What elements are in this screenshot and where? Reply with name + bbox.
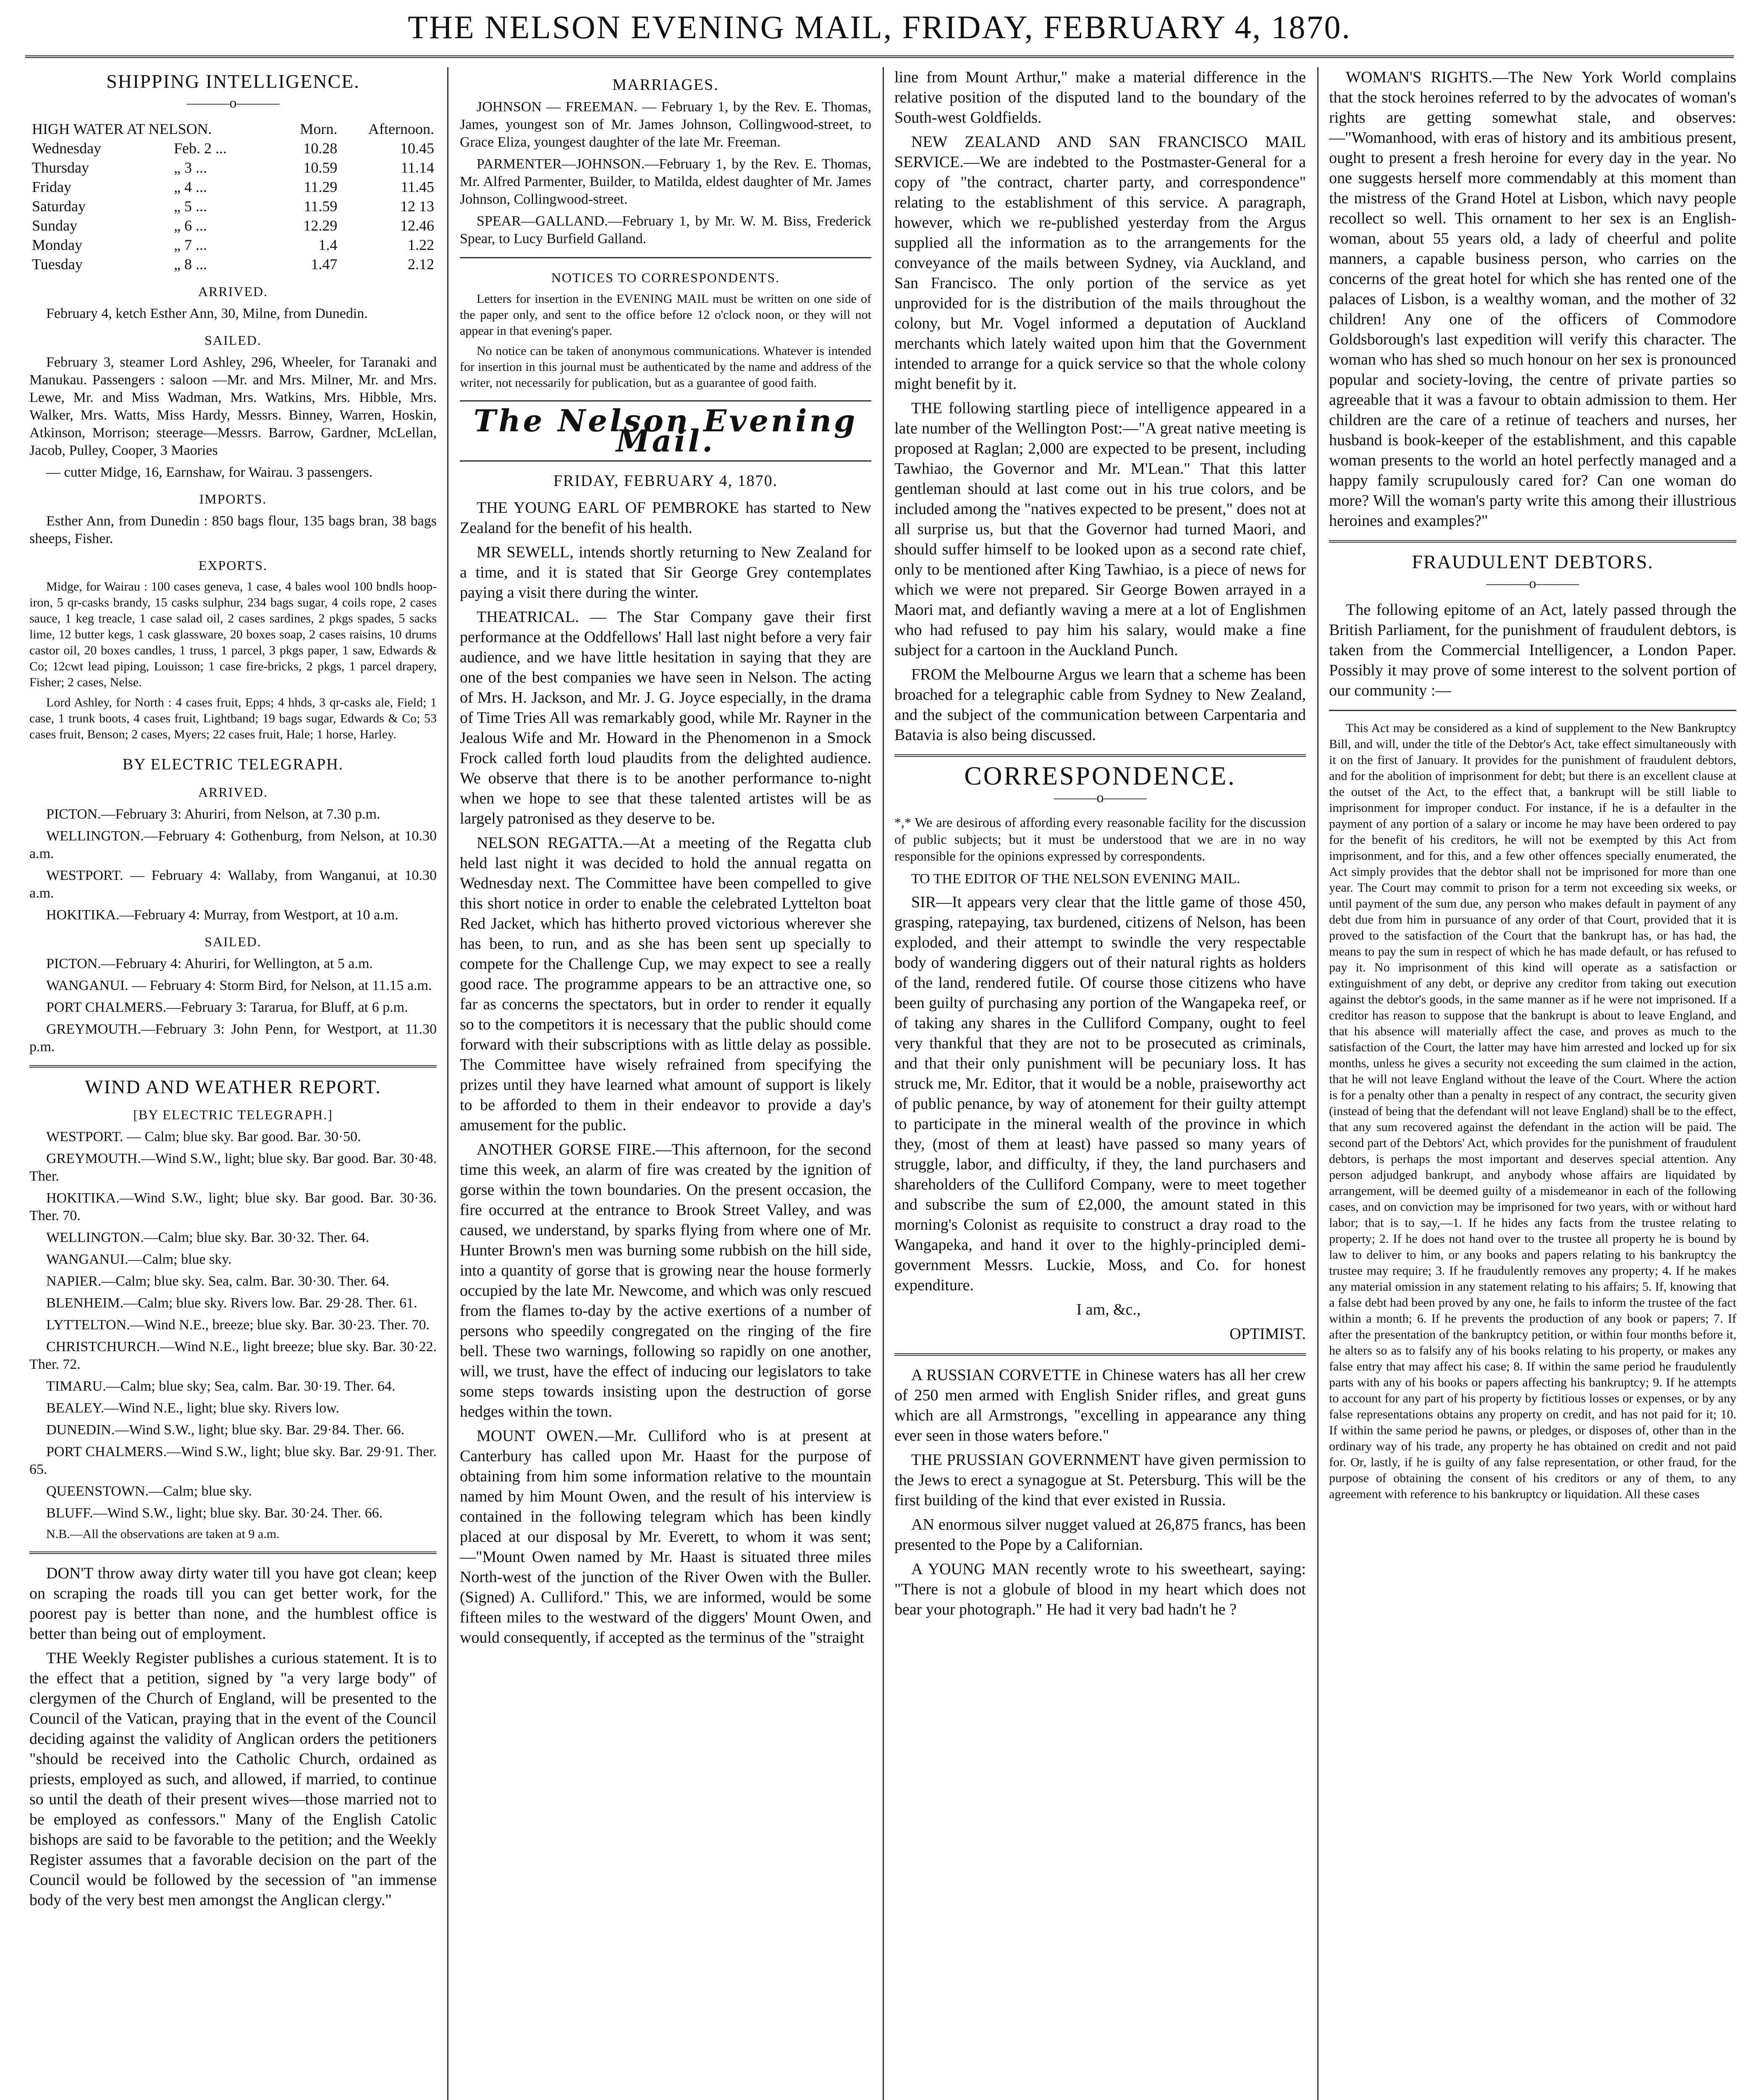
paragraph: FROM the Melbourne Argus we learn that a scheme has been broached for a telegraphic cable from Sydney to New Zealand, and the subject of the communication between Carpentaria and Batavia is also being discussed. xyxy=(894,666,1306,744)
tide-day: Wednesday xyxy=(32,140,102,157)
telegraph-sailed-header: SAILED. xyxy=(204,934,262,949)
paragraph: MR SEWELL, intends shortly returning to New Zealand for a time, and it is stated that Sir George Grey contemplates paying a visit there during the winter. xyxy=(460,543,871,601)
tide-afternoon: 11.45 xyxy=(401,178,434,195)
tide-row xyxy=(29,216,437,235)
weather-line: DUNEDIN.—Wind S.W., light; blue sky. Bar. 29·84. Ther. 66. xyxy=(46,1422,404,1438)
weather-line: WANGANUI.—Calm; blue sky. xyxy=(46,1252,232,1267)
tide-afternoon: 12.46 xyxy=(400,217,434,234)
correspondence-note: *,* We are desirous of affording every reasonable facility for the discussion of public subjects; but it must be understood that we are in no way responsible for the opinions expressed by correspondents. xyxy=(894,815,1306,864)
telegraph-sailed: PORT CHALMERS.—February 3: Tararua, for Bluff, at 6 p.m. xyxy=(46,1000,408,1015)
nameplate: The Nelson Evening Mail. xyxy=(473,403,858,459)
section-rule xyxy=(460,400,871,402)
sailed-text: — cutter Midge, 16, Earnshaw, for Wairau. 3 passengers. xyxy=(46,465,373,480)
weather-line: BLUFF.—Wind S.W., light; blue sky. Bar. 30·24. Ther. 66. xyxy=(46,1505,383,1521)
paragraph: ANOTHER GORSE FIRE.—This afternoon, for the second time this week, an alarm of fire was created by the ignition of gorse within the town boundaries. On the present occasion, the fire occurred at the entrance to Brook Street Valley, and was caused, we understand, by sparks flying from where one of Mr. Hunter Brown's men was burning some rubbish on the hill side, into a quantity of gorse that is growing near the house formerly occupied by the late Mr. Newcome, and which was only rescued from the flames to-day by the active exertions of a number of persons who speedily congregated on the ringing of the fire bell. These two warnings, following so rapidly on one another, will, we trust, have the effect of inducing our legislators to take some steps towards insisting upon the destruction of gorse hedges within the town. xyxy=(460,1141,871,1420)
exports-text: Midge, for Wairau : 100 cases geneva, 1 case, 4 bales wool 100 bndls hoop-iron, 5 qr-casks brandy, 15 casks sulphur, 234 bags sugar, 4 coils rope, 2 cases sauce, 1 keg treacle, 1 case salad oil, 2 cases sardines, 2 pkgs spades, 5 sacks lime, 12 butter kegs, 1 cask glassware, 20 boxes soap, 2 cases raisins, 10 drums castor oil, 20 boxes candles, 1 truss, 1 parcel, 3 pkgs paper, 1 saw, Edwards & Co; 12cwt lead piping, Louisson; 1 case fire-bricks, 2 pkgs, 1 parcel drapery, Fisher; 2 cases, Nelse. xyxy=(29,580,437,689)
section-rule xyxy=(29,1065,437,1068)
tide-date: „ 6 ... xyxy=(174,217,207,234)
tide-morning: 12.29 xyxy=(303,217,338,234)
sailed-text: February 3, steamer Lord Ashley, 296, Wheeler, for Taranaki and Manukau. Passengers : saloon —Mr. and Mrs. Milner, Mr. and Mrs. Lewe, Mr. and Miss Wadman, Mrs. Watkins, Mrs. Hibble, Mrs. Walker, Mrs. Watts, Miss Hardy, Messrs. Binney, Warren, Hoskin, Atkinson, Morrison; steerage—Messrs. Barrow, Gardner, McLellan, Jacob, Pulley, Cooper, 3 Maories xyxy=(29,354,437,458)
section-rule xyxy=(1329,540,1736,543)
weather-line: BLENHEIM.—Calm; blue sky. Rivers low. Bar. 29·28. Ther. 61. xyxy=(46,1295,417,1311)
tide-day: Thursday xyxy=(32,159,89,176)
tide-date: „ 8 ... xyxy=(174,256,207,273)
weather-line: WELLINGTON.—Calm; blue sky. Bar. 30·32. Ther. 64. xyxy=(46,1230,369,1245)
tide-afternoon: 11.14 xyxy=(401,159,434,176)
correspondence-header: CORRESPONDENCE. xyxy=(964,762,1236,790)
arrived-text: February 4, ketch Esther Ann, 30, Milne, from Dunedin. xyxy=(46,306,368,321)
notices-header: NOTICES TO CORRESPONDENTS. xyxy=(551,270,780,285)
masthead: THE NELSON EVENING MAIL, FRIDAY, FEBRUARY 4, 1870. xyxy=(408,9,1351,45)
paragraph: line from Mount Arthur," make a material difference in the relative position of the disputed land to the boundary of the South-west Goldfields. xyxy=(894,68,1306,126)
paragraph: AN enormous silver nugget valued at 26,875 francs, has been presented to the Pope by a Californian. xyxy=(894,1516,1306,1554)
weather-line: NAPIER.—Calm; blue sky. Sea, calm. Bar. 30·30. Ther. 64. xyxy=(46,1273,389,1289)
tide-row xyxy=(29,177,437,197)
tide-afternoon: 2.12 xyxy=(408,256,434,273)
tide-morning: 1.4 xyxy=(318,236,338,253)
tide-morning: 1.47 xyxy=(311,256,338,273)
telegraph-header: BY ELECTRIC TELEGRAPH. xyxy=(122,756,344,773)
ornament: ———o——— xyxy=(1486,576,1579,591)
tide-day: Saturday xyxy=(32,198,86,215)
paragraph: THE YOUNG EARL OF PEMBROKE has started to New Zealand for the benefit of his health. xyxy=(460,499,871,537)
tide-date: „ 5 ... xyxy=(174,198,207,215)
notice-text: Letters for insertion in the EVENING MAIL must be written on one side of the paper only, and sent to the office before 12 o'clock noon, or they will not appear in that evening's paper. xyxy=(460,292,871,338)
signoff: I am, &c., xyxy=(1076,1301,1141,1318)
section-rule xyxy=(1329,710,1736,711)
tide-afternoon: 10.45 xyxy=(400,140,434,157)
correspondence-to: TO THE EDITOR OF THE NELSON EVENING MAIL. xyxy=(911,871,1240,887)
weather-note: N.B.—All the observations are taken at 9 a.m. xyxy=(46,1527,280,1541)
tide-row xyxy=(29,255,437,274)
tide-row xyxy=(29,197,437,216)
tide-col-label: Afternoon. xyxy=(368,121,434,137)
column-divider xyxy=(1317,67,1319,2100)
imports-text: Esther Ann, from Dunedin : 850 bags flour, 135 bags bran, 38 bags sheeps, Fisher. xyxy=(29,513,437,546)
marriage-notice: JOHNSON — FREEMAN. — February 1, by the Rev. E. Thomas, James, youngest son of Mr. James Johnson, Collingwood-street, to Grace Eliza, youngest daughter of the late Mr. Freeman. xyxy=(460,99,871,150)
weather-line: HOKITIKA.—Wind S.W., light; blue sky. Bar good. Bar. 30·36. Ther. 70. xyxy=(29,1190,437,1223)
tide-day: Tuesday xyxy=(32,256,83,273)
paragraph: THE PRUSSIAN GOVERNMENT have given permission to the Jews to erect a synagogue at St. Petersburg. This will be the first building of the kind that ever existed in Russia. xyxy=(894,1451,1306,1509)
ornament: ———o——— xyxy=(186,95,280,111)
tide-col-label: Morn. xyxy=(300,121,338,137)
telegraph-arrived: PICTON.—February 3: Ahuriri, from Nelson, at 7.30 p.m. xyxy=(46,806,380,822)
tide-row xyxy=(29,235,437,255)
masthead-rule xyxy=(25,55,1734,58)
tide-table xyxy=(29,119,437,274)
signature: OPTIMIST. xyxy=(1229,1325,1306,1343)
paragraph: WOMAN'S RIGHTS.—The New York World complains that the stock heroines referred to by the advocates of woman's rights are getting somewhat stale, and observes:—"Womanhood, with eras of history and its ambitious present, ought to present a fresh heroine for every day in the year. No one suggests herself more commendably at this moment than the mistress of the Grand Hotel at Lisbon, which navy people recollect so well. This ornament to her sex is an English-woman, about 55 years old, a lady of cheerful and polite manners, a capable business person, who carries on the concerns of the great hotel for which she has rented one of the palaces of Lisbon, is a wealthy woman, and the mother of 32 children! Any one of the officers of Commodore Goldsborough's last expedition will verify this character. The woman who has shed so much honour on her sex is pronounced popular and society-loving, the centre of private parties so agreeable that it was a favour to obtain admission to them. Her children are the care of a retinue of teachers and nurses, her husband is book-keeper of the establishment, and this capable woman presents to the world an hotel perfectly managed and a happy family scrupulously cared for? Can one woman do more? Will the woman's party write this among their illustrious heroines and examples?" xyxy=(1329,68,1736,530)
dateline: FRIDAY, FEBRUARY 4, 1870. xyxy=(553,472,778,490)
tide-morning: 11.29 xyxy=(304,178,338,195)
weather-line: LYTTELTON.—Wind N.E., breeze; blue sky. Bar. 30·23. Ther. 70. xyxy=(46,1317,430,1333)
marriages-header: MARRIAGES. xyxy=(612,76,719,94)
telegraph-arrived: WELLINGTON.—February 4: Gothenburg, from Nelson, at 10.30 a.m. xyxy=(29,828,437,861)
tide-morning: 10.59 xyxy=(303,159,338,176)
section-rule xyxy=(894,1353,1306,1356)
paragraph: THE following startling piece of intelligence appeared in a late number of the Wellington Post:—"A great native meeting is proposed at Raglan; 2,000 are expected to be present, including Tawhiao, the Governor and Mr. M'Lean." That this latter gentleman should at last come out in his true colors, and be included among the "natives expected to be present," does not at all surprise us, but that the Governor had turned Maori, and should suffer himself to be looked upon as a second rate chief, only to be mentioned after King Tawhiao, is a piece of news for which we were not prepared. Sir George Bowen arrayed in a Maori mat, and defiantly waving a mere at a lot of Englishmen who had refused to pay him his salary, would make a fine subject for a cartoon in the Auckland Punch. xyxy=(894,399,1306,659)
weather-line: QUEENSTOWN.—Calm; blue sky. xyxy=(46,1483,252,1499)
marriage-notice: SPEAR—GALLAND.—February 1, by Mr. W. M. Biss, Frederick Spear, to Lucy Burfield Galland. xyxy=(460,213,871,247)
fraud-body: This Act may be considered as a kind of supplement to the New Bankruptcy Bill, and will, under the title of the Debtor's Act, take effect simultaneously with it on the first of January. It provides for the punishment of fraudulent debtors, and for the abolition of imprisonment for debt; but there is an excellent clause at the outset of the Act, to the effect that, a bankrupt will be still liable to imprisonment for improper conduct. For instance, if he is a defaulter in the payment of any portion of a salary or income he may have been ordered to pay for the benefit of his creditors, he will not be exempted by this Act from imprisonment, and for this, and a few other offences specially enumerated, the Act simply provides that the debtor shall not be imprisoned for more than one year. The Court may commit to prison for a term not exceeding six weeks, or until payment of the sum due, any person who makes default in payment of any debt due from him in pursuance of any order of that Court, provided that it is proved to the satisfaction of the Court that the bankrupt has, or has had, the means to pay the sum in respect of which he has made default, or has refused to pay it. No imprisonment of this kind will operate as a satisfaction or extinguishment of any debt, or deprive any creditor from taking out execution against the debtor's goods, in the same manner as if he were not imprisoned. If a creditor has reason to suppose that the bankrupt is about to leave England, and that his absence will materially affect the case, and proves as much to the satisfaction of the Court, the latter may have him arrested and locked up for six months, unless he gives a security not exceeding the sum claimed in the action, that he will not leave England without the leave of the Court. Where the action is for a penalty other than a penalty in respect of any contract, the security given (instead of being that the defendant will not leave England) shall be to the effect, that any sum recovered against the defendant in the action will be paid. The second part of the Debtors' Act, which provides for the punishment of fraudulent debtors, is perhaps the most important and deserves special attention. Any person adjudged bankrupt, and anybody whose affairs are liquidated by arrangement, will be deemed guilty of a misdemeanor in each of the following cases, and on conviction may be imprisoned for two years, with or without hard labor; that is to say,—1. If he hides any facts from the trustee relating to property; 2. If he does not hand over to the trustee all property he is bound by law to deliver to him, or any books and papers relating to his bankruptcy the trustee may require; 3. If he fraudulently removes any property; 4. If he makes any material omission in any statement relating to his affairs; 5. If, knowing that a false debt had been proved by any one, he fails to inform the trustee of the fact within a month; 6. If he prevents the production of any book or papers; 7. If after the presentation of the bankruptcy petition, or within four months before it, he alters so as to falsify any of his books relating to his property, or makes any false entry that may affect his case; 8. If within the same period he fraudulently parts with any of his books or papers affecting his bankruptcy; 9. If he attempts to account for any part of his property by fictitious losses or expenses, or by any false representations obtains any property on credit, and has not paid for it; 10. If within the same period he pawns, or pledges, or disposes of, other than in the ordinary way of his trade, any property he has obtained on credit and not paid for. Or, lastly, if he is guilty of any false representation, or other fraud, for the purpose of obtaining the consent of his creditors or any of them, to any agreement with reference to his bankruptcy or liquidation. All these cases xyxy=(1329,721,1736,1501)
tide-day: Friday xyxy=(32,178,71,195)
weather-line: PORT CHALMERS.—Wind S.W., light; blue sky. Bar. 29·91. Ther. 65. xyxy=(29,1444,437,1477)
arrived-header: ARRIVED. xyxy=(198,284,268,299)
weather-header: WIND AND WEATHER REPORT. xyxy=(85,1076,381,1097)
telegraph-arrived: HOKITIKA.—February 4: Murray, from Westport, at 10 a.m. xyxy=(46,907,398,923)
exports-text: Lord Ashley, for North : 4 cases fruit, Epps; 4 hhds, 3 qr-casks ale, Field; 1 case, 1 trunk boots, 4 cases fruit, Lightband; 19 bags sugar, Edwards & Co; 53 cases fruit, Benson; 2 cases, Myers; 22 cases fruit, Hale; 1 horse, Harley. xyxy=(29,696,437,741)
exports-header: EXPORTS. xyxy=(198,558,268,573)
tide-afternoon: 12 13 xyxy=(400,198,434,215)
tide-row xyxy=(29,139,437,158)
imports-header: IMPORTS. xyxy=(199,491,267,507)
weather-line: GREYMOUTH.—Wind S.W., light; blue sky. Bar good. Bar. 30·48. Ther. xyxy=(29,1151,437,1184)
shipping-header: SHIPPING INTELLIGENCE. xyxy=(106,71,360,92)
telegraph-sailed: WANGANUI. — February 4: Storm Bird, for Nelson, at 11.15 a.m. xyxy=(46,978,432,993)
tide-date: „ 3 ... xyxy=(174,159,207,176)
weather-subheader: [BY ELECTRIC TELEGRAPH.] xyxy=(133,1107,333,1122)
telegraph-sailed: PICTON.—February 4: Ahuriri, for Wellington, at 5 a.m. xyxy=(46,956,373,971)
column-divider xyxy=(447,67,448,2100)
tide-date: „ 7 ... xyxy=(174,236,207,253)
column-4 xyxy=(1329,67,1736,2100)
section-rule xyxy=(29,1551,437,1554)
telegraph-arrived: WESTPORT. — February 4: Wallaby, from Wanganui, at 10.30 a.m. xyxy=(29,868,437,901)
paragraph: THE Weekly Register publishes a curious statement. It is to the effect that a petition, signed by "a very large body" of clergymen of the Church of England, will be presented to the Council of the Vatican, praying that in the event of the Council deciding against the validity of Anglican orders the petitioners "should be received into the Catholic Church, ordained as priests, employed as such, and allowed, if married, to continue so until the death of their present wives—those married not to be employed as confessors." Many of the English Catolic bishops are said to be favorable to the petition; and the Weekly Register assumes that a favorable decision on the part of the Council would be followed by the secession of "an immense body of the very best men amongst the Anglican clergy." xyxy=(29,1649,437,1909)
paragraph: NEW ZEALAND AND SAN FRANCISCO MAIL SERVICE.—We are indebted to the Postmaster-General for a copy of "the contract, charter party, and correspondence" relating to the establishment of this service. A paragraph, however, which we re-published yesterday from the Argus supplied all the information as to the arrangements for the conveyance of the mails between Sydney, via Auckland, and San Francisco. The only portion of the service as yet unprovided for is the distribution of the mails throughout the colony, but Mr. Vogel informed a deputation of Auckland merchants which lately waited upon him that the Government intended to arrange for a quick service so that the whole colony might benefit by it. xyxy=(894,133,1306,393)
telegraph-arrived-header: ARRIVED. xyxy=(198,785,268,800)
paragraph: A RUSSIAN CORVETTE in Chinese waters has all her crew of 250 men armed with English Snider rifles, and great guns which are all Armstrongs, "excelling in appearance any thing ever seen in those waters before." xyxy=(894,1366,1306,1444)
paragraph: MOUNT OWEN.—Mr. Culliford who is at present at Canterbury has called upon Mr. Haast for the purpose of obtaining from him some information relative to the mountain named by him Mount Owen, and the result of his interview is contained in the following telegram which has been kindly placed at our disposal by Mr. Everett, to whom it was sent;—"Mount Owen named by Mr. Haast is situated three miles North-west of the junction of the River Owen with the Buller. (Signed) A. Culliford." This, we are informed, would be some fifteen miles to the westward of the diggers' Mount Owen, and would consequently, if accepted as the terminus of the "straight xyxy=(460,1427,871,1646)
tide-afternoon: 1.22 xyxy=(408,236,434,253)
paragraph: A YOUNG MAN recently wrote to his sweetheart, saying: "There is not a globule of blood in my heart which does not bear your photograph." He had it very bad hadn't he ? xyxy=(894,1560,1306,1618)
notice-text: No notice can be taken of anonymous communications. Whatever is intended for insertion in this journal must be authenticated by the name and address of the writer, not necessarily for publication, but as a guarantee of good faith. xyxy=(460,344,871,390)
weather-line: BEALEY.—Wind N.E., light; blue sky. Rivers low. xyxy=(46,1400,340,1416)
tide-day: Sunday xyxy=(32,217,77,234)
correspondence-body: SIR—It appears very clear that the little game of those 450, grasping, ratepaying, tax burdened, citizens of Nelson, has been exploded, and their attempt to swindle the very respectable body of wandering diggers out of their natural rights as holders of the land, rendered futile. Of course those citizens who have been guilty of purchasing any portion of the Wangapeka reef, or of taking any shares in the Culliford Company, ought to feel very thankful that they are not to be prosecuted as criminals, and that their only punishment will be pecuniary loss. It has struck me, Mr. Editor, that it would be a noble, praiseworthy act of public penance, by way of atonement for their guilty attempt to participate in the mineral wealth of the province in which they, (most of them at least) have passed so many years of struggle, labor, and difficulty, if they, the land purchasers and shareholders of the Culliford Company, were to meet together and subscribe the sum of £2,000, the amount stated in this morning's Colonist as requisite to construct a dray road to the Wangapeka, and hand it over to the highly-principled demi-government Messrs. Luckie, Moss, and Co. for honest expenditure. xyxy=(894,893,1306,1294)
section-rule xyxy=(460,460,871,462)
telegraph-sailed: GREYMOUTH.—February 3: John Penn, for Westport, at 11.30 p.m. xyxy=(29,1021,437,1055)
fraud-header: FRAUDULENT DEBTORS. xyxy=(1412,551,1654,572)
tide-date: Feb. 2 ... xyxy=(174,140,227,157)
sailed-header: SAILED. xyxy=(204,333,262,348)
paragraph: DON'T throw away dirty water till you have got clean; keep on scraping the roads till you can get better work, for the poorest pay is better than none, and the humblest office is better than being out of employment. xyxy=(29,1564,437,1643)
column-3 xyxy=(894,67,1306,2100)
section-rule xyxy=(894,754,1306,757)
weather-line: CHRISTCHURCH.—Wind N.E., light breeze; blue sky. Bar. 30·22. Ther. 72. xyxy=(29,1339,437,1372)
marriage-notice: PARMENTER—JOHNSON.—February 1, by the Rev. E. Thomas, Mr. Alfred Parmenter, Builder, to Matilda, eldest daughter of Mr. James Johnson, Collingwood-street. xyxy=(460,156,871,207)
tide-col-label: HIGH WATER AT NELSON. xyxy=(32,121,212,137)
paragraph: NELSON REGATTA.—At a meeting of the Regatta club held last night it was decided to hold the annual regatta on Wednesday next. The Committee have been compelled to give this short notice in order to enable the celebrated Lyttelton boat Red Jacket, which has hitherto proved victorious wherever she has been, to run, and as she has been sent up specially to compete for the Challenge Cup, we may expect to see a really good race. The programme appears to be an attractive one, so far as concerns the spectators, but in order to render it equally so to the competitors it is necessary that the public should come forward with their subscriptions with as little delay as possible. The Committee have wisely refrained from specifying the prizes until they have learned what amount of support is likely to be afforded to them in their endeavor to provide a day's amusement for the public. xyxy=(460,834,871,1134)
tide-morning: 11.59 xyxy=(304,198,338,215)
tide-header-row xyxy=(29,119,437,139)
ornament: ———o——— xyxy=(1054,790,1147,806)
column-2 xyxy=(460,67,871,2100)
fraud-intro: The following epitome of an Act, lately passed through the British Parliament, for the punishment of fraudulent debtors, is taken from the Commercial Intelligencer, a London Paper. Possibly it may prove of some interest to the solvent portion of our community :— xyxy=(1329,601,1736,699)
weather-line: WESTPORT. — Calm; blue sky. Bar good. Bar. 30·50. xyxy=(46,1129,361,1144)
tide-day: Monday xyxy=(32,236,82,253)
tide-morning: 10.28 xyxy=(303,140,338,157)
paragraph: THEATRICAL. — The Star Company gave their first performance at the Oddfellows' Hall last night before a very fair audience, and we have little hesitation in saying that they are one of the best companies we have seen in Nelson. The acting of Mrs. H. Jackson, and Mr. J. G. Joyce especially, in the drama of Time Tries All was remarkably good, while Mr. Rayner in the Jealous Wife and Mr. Howard in the Phenomenon in a Smock Frock called forth loud plaudits from the delighted audience. We observe that there is to be another performance to-night when we hope to see that these talented artistes will be as largely patronised as they deserve to be. xyxy=(460,608,871,827)
column-1 xyxy=(29,67,437,2100)
tide-row xyxy=(29,158,437,177)
weather-line: TIMARU.—Calm; blue sky; Sea, calm. Bar. 30·19. Ther. 64. xyxy=(46,1378,396,1394)
tide-date: „ 4 ... xyxy=(174,178,207,195)
column-divider xyxy=(883,67,884,2100)
section-rule xyxy=(460,257,871,258)
